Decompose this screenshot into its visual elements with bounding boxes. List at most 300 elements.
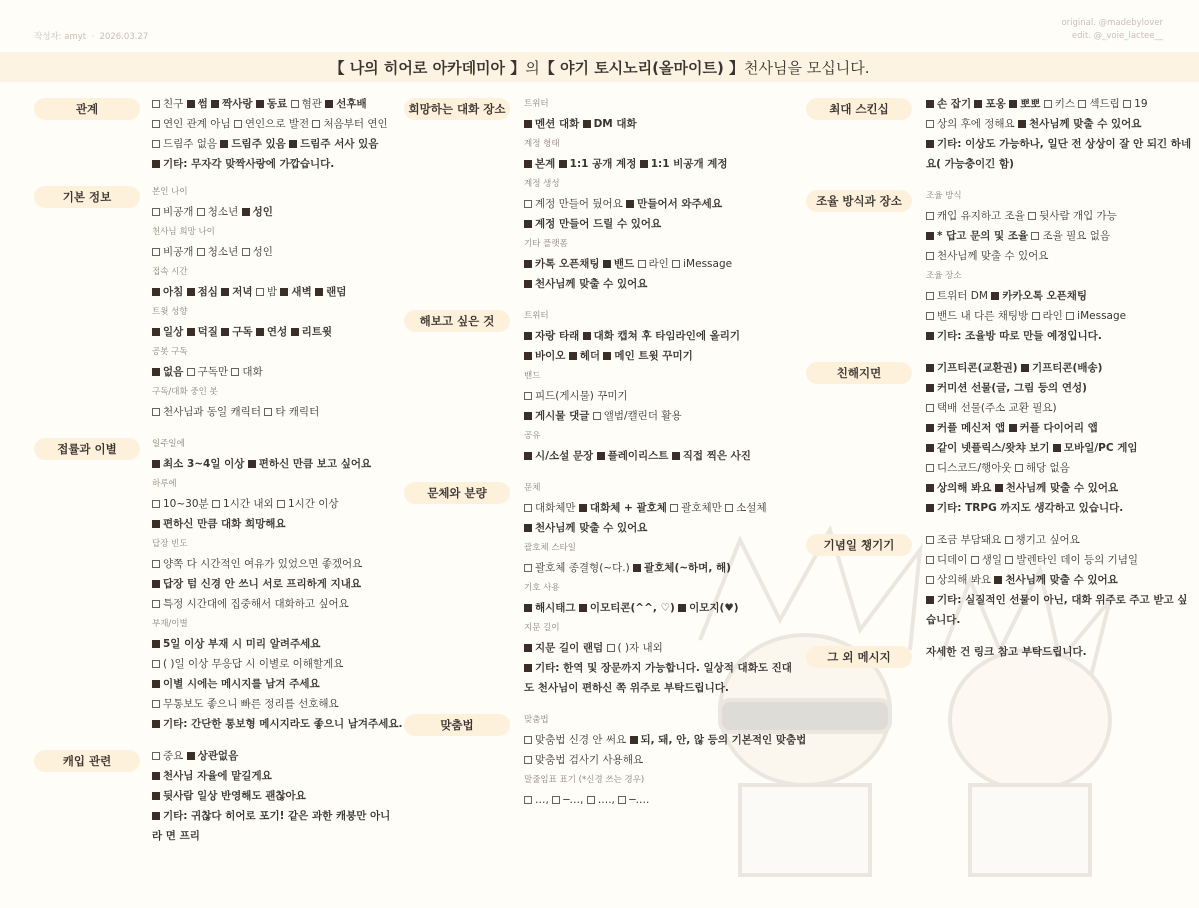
checked-box-icon: [524, 524, 532, 532]
option-label: 본계: [535, 158, 556, 170]
unchecked-option: [277, 498, 339, 510]
checked-box-icon: [315, 288, 323, 296]
option-label: 특정 시간대에 집중해서 대화하고 싶어요: [163, 598, 349, 610]
checked-box-icon: [221, 328, 229, 336]
option-label: 뒷사람 일상 반영해도 괜찮아요: [163, 790, 306, 802]
subheading: 트위터: [524, 311, 549, 321]
unchecked-option: [1066, 310, 1126, 322]
checked-option: [579, 602, 675, 614]
option-row: [524, 598, 794, 618]
option-label: 양쪽 다 시간적인 여유가 있었으면 좋겠어요: [163, 558, 363, 570]
unchecked-option: [152, 206, 193, 218]
unchecked-option: [926, 462, 1012, 474]
unchecked-option: [524, 562, 630, 574]
checked-option: [152, 810, 390, 842]
unchecked-option: [231, 366, 262, 378]
empty-box-icon: [197, 208, 205, 216]
checked-option: [583, 330, 740, 342]
option-row: [524, 114, 794, 134]
empty-box-icon: [152, 600, 160, 608]
unchecked-option: [971, 554, 1002, 566]
checked-box-icon: [991, 292, 999, 300]
checked-option: [926, 482, 991, 494]
unchecked-option: [187, 366, 228, 378]
checked-box-icon: [256, 328, 264, 336]
option-label: 기프티콘(교환권): [937, 362, 1018, 374]
checked-option: [152, 718, 402, 730]
section: [806, 358, 1196, 518]
option-label: 상의해 봐요: [937, 574, 992, 586]
option-label: ─…,: [563, 794, 584, 806]
option-label: 발렌타인 데이 등의 기념일: [1016, 554, 1139, 566]
option-label: 피드(게시물) 꾸미기: [535, 390, 628, 402]
option-label: 해시태그: [535, 602, 576, 614]
option-label: iMessage: [683, 258, 733, 270]
checked-box-icon: [583, 332, 591, 340]
section: [34, 94, 394, 174]
checked-option: [248, 458, 371, 470]
option-label: 타 캐릭터: [275, 406, 320, 418]
option-label: 기프티콘(배송): [1031, 362, 1103, 374]
option-label: 드림주 없음: [163, 138, 218, 150]
option-row: [152, 806, 394, 846]
option-label: 연성: [266, 326, 288, 338]
option-label: 디데이: [937, 554, 968, 566]
subheading: 기호 사용: [524, 583, 560, 593]
checked-option: [678, 602, 738, 614]
option-row: [926, 530, 1196, 550]
subheading: 조율 장소: [926, 271, 962, 281]
checked-box-icon: [926, 484, 934, 492]
checked-option: [524, 602, 576, 614]
message-text: 자세한 건 링크 참고 부탁드립니다.: [926, 646, 1087, 658]
unchecked-option: [524, 390, 628, 402]
empty-box-icon: [231, 368, 239, 376]
option-label: 앨범/캘린더 활용: [603, 410, 682, 422]
unchecked-option: [152, 558, 362, 570]
section: [806, 642, 1196, 662]
checked-option: [221, 326, 252, 338]
unchecked-option: [152, 598, 349, 610]
subheading: 답장 빈도: [152, 539, 188, 549]
unchecked-option: [926, 574, 991, 586]
option-label: 생일: [981, 554, 1003, 566]
option-label: 1시간 이상: [287, 498, 339, 510]
option-row: [524, 790, 794, 810]
option-label: 맞춤법 신경 안 써요: [535, 734, 627, 746]
option-row: [152, 154, 394, 174]
option-label: 랜덤: [326, 286, 347, 298]
checked-option: [926, 382, 1087, 394]
option-label: 조금 부담돼요: [937, 534, 1002, 546]
checked-option: [152, 678, 320, 690]
column-left: [34, 94, 403, 846]
option-label: 포옹: [985, 98, 1006, 110]
empty-box-icon: [672, 260, 680, 268]
unchecked-option: [638, 258, 669, 270]
unchecked-option: [524, 502, 576, 514]
unchecked-option: [152, 750, 183, 762]
section-label: 조율 방식과 장소: [806, 190, 912, 212]
empty-box-icon: [1044, 100, 1052, 108]
option-label: 섹드립: [1089, 98, 1120, 110]
option-label: 카카오톡 오픈채팅: [1002, 290, 1088, 302]
checked-box-icon: [152, 368, 160, 376]
unchecked-option: [926, 554, 967, 566]
option-row: [152, 554, 394, 574]
checked-option: [187, 98, 208, 110]
checked-box-icon: [152, 680, 160, 688]
subheading: 맞춤법: [524, 715, 549, 725]
option-label: 캐입 유지하고 조율: [937, 210, 1025, 222]
checked-option: [187, 750, 239, 762]
checked-box-icon: [524, 120, 532, 128]
checked-box-icon: [524, 644, 532, 652]
option-label: 성인: [252, 246, 273, 258]
subheading: 문체: [524, 483, 541, 493]
option-row: [926, 226, 1196, 246]
unchecked-option: [618, 794, 649, 806]
checked-box-icon: [583, 120, 591, 128]
option-label: 새벽: [291, 286, 312, 298]
unchecked-option: [552, 794, 583, 806]
option-row: [926, 498, 1196, 518]
unchecked-option: [152, 118, 231, 130]
option-label: 드림주 있음: [231, 138, 286, 150]
option-label: 밴드 내 다른 채팅방: [937, 310, 1029, 322]
option-label: ( )자 내외: [617, 642, 663, 654]
option-row: [926, 478, 1196, 498]
checked-box-icon: [678, 604, 686, 612]
checked-option: [626, 198, 722, 210]
option-label: 커플 메신저 앱: [937, 422, 1006, 434]
empty-box-icon: [242, 248, 250, 256]
subheading: 구독/대화 중인 봇: [152, 387, 218, 397]
empty-box-icon: [152, 120, 160, 128]
option-label: 커미션 선물(글, 그림 등의 연성): [937, 382, 1087, 394]
option-label: 선후배: [336, 98, 367, 110]
option-label: 헤더: [579, 350, 601, 362]
option-row: [152, 402, 394, 422]
checked-option: [152, 518, 286, 530]
option-label: 이별 시에는 메시지를 남겨 주세요: [163, 678, 320, 690]
subheading: 밴드: [524, 371, 541, 381]
option-label: 같이 넷플릭스/왓챠 보기: [937, 442, 1050, 454]
empty-box-icon: [1005, 556, 1013, 564]
unchecked-option: [1005, 554, 1138, 566]
option-row: [926, 590, 1196, 630]
unchecked-option: [1044, 98, 1075, 110]
option-label: 아침: [163, 286, 184, 298]
option-label: iMessage: [1077, 310, 1127, 322]
option-label: 최소 3~4일 이상: [163, 458, 245, 470]
checked-option: [603, 258, 634, 270]
checked-option: [524, 642, 603, 654]
section-label: 문체와 분량: [404, 482, 510, 504]
empty-box-icon: [1078, 100, 1086, 108]
option-label: 밤: [266, 286, 278, 298]
option-row: [152, 574, 394, 594]
column-right: [806, 94, 1196, 662]
option-row: [152, 714, 403, 734]
option-label: 멘션 대화: [535, 118, 580, 130]
option-row: [152, 766, 394, 786]
checked-box-icon: [152, 812, 160, 820]
checked-option: [152, 770, 272, 782]
checked-box-icon: [248, 460, 256, 468]
subheading: 천사님 희망 나이: [152, 227, 215, 237]
option-row: [152, 114, 394, 134]
empty-box-icon: [524, 796, 532, 804]
section-label: 접률과 이별: [34, 438, 140, 460]
checked-option: [1053, 442, 1138, 454]
option-row: [524, 386, 794, 406]
option-label: 중요: [163, 750, 184, 762]
empty-box-icon: [926, 312, 934, 320]
unchecked-option: [926, 250, 1048, 262]
checked-option: [242, 206, 273, 218]
checked-box-icon: [579, 504, 587, 512]
option-label: 동료: [266, 98, 288, 110]
unchecked-option: [1031, 230, 1110, 242]
subheading: 트윗 성향: [152, 307, 188, 317]
empty-box-icon: [926, 464, 934, 472]
unchecked-option: [1032, 310, 1063, 322]
option-label: 뽀뽀: [1020, 98, 1041, 110]
section-label: 친해지면: [806, 362, 912, 384]
empty-box-icon: [152, 248, 160, 256]
checked-option: [633, 562, 731, 574]
option-row: [926, 378, 1196, 398]
checked-box-icon: [152, 520, 160, 528]
empty-box-icon: [593, 412, 601, 420]
checked-option: [1009, 98, 1040, 110]
option-label: 기타: 실질적인 선물이 아닌, 대화 위주로 주고 받고 싶습니다.: [926, 594, 1188, 626]
option-label: 소설체: [736, 502, 767, 514]
subheading: 조율 방식: [926, 191, 962, 201]
banner-tail: 천사님을 모십니다.: [744, 58, 870, 77]
column-middle: [404, 94, 807, 810]
empty-box-icon: [524, 392, 532, 400]
option-label: 지문 길이 랜덤: [535, 642, 604, 654]
checked-box-icon: [926, 384, 934, 392]
checked-box-icon: [926, 596, 934, 604]
subheading: 기타 플랫폼: [524, 239, 568, 249]
checked-box-icon: [926, 504, 934, 512]
empty-box-icon: [524, 564, 532, 572]
option-row: [926, 286, 1196, 306]
unchecked-option: [926, 210, 1025, 222]
option-label: 만들어서 와주세요: [637, 198, 722, 210]
empty-box-icon: [152, 560, 160, 568]
option-label: 친구: [163, 98, 184, 110]
checked-option: [524, 278, 647, 290]
checked-option: [187, 326, 218, 338]
option-label: 키스: [1054, 98, 1076, 110]
option-label: 이모지(♥): [689, 602, 739, 614]
subheading: 일주일에: [152, 439, 185, 449]
option-row: [152, 514, 394, 534]
checked-box-icon: [524, 604, 532, 612]
section-label: 맞춤법: [404, 714, 510, 736]
checked-option: [152, 326, 183, 338]
unchecked-option: [926, 534, 1001, 546]
checked-box-icon: [221, 288, 229, 296]
option-label: 1:1 공개 계정: [569, 158, 637, 170]
section-label: 캐입 관련: [34, 750, 140, 772]
option-label: 대화: [242, 366, 263, 378]
checked-option: [926, 98, 971, 110]
option-label: 구독만: [197, 366, 229, 378]
section: [404, 306, 794, 466]
empty-box-icon: [152, 700, 160, 708]
subheading: 계정 생성: [524, 179, 560, 189]
checked-option: [1009, 422, 1098, 434]
option-row: [524, 214, 794, 234]
subheading: 접속 시간: [152, 267, 188, 277]
option-row: [152, 322, 394, 342]
option-row: [152, 202, 394, 222]
checked-option: [926, 330, 1102, 342]
checked-option: [152, 286, 183, 298]
checked-option: [152, 790, 306, 802]
unchecked-option: [152, 658, 343, 670]
empty-box-icon: [926, 576, 934, 584]
option-label: 기타: 조율방 따로 만들 예정입니다.: [937, 330, 1102, 342]
checked-box-icon: [524, 352, 532, 360]
checked-option: [291, 326, 332, 338]
option-row: [524, 446, 794, 466]
option-row: [152, 94, 394, 114]
subheading: 트위터: [524, 99, 549, 109]
checked-box-icon: [524, 280, 532, 288]
subheading: 공유: [524, 431, 541, 441]
checked-box-icon: [1009, 100, 1017, 108]
checked-box-icon: [672, 452, 680, 460]
empty-box-icon: [926, 404, 934, 412]
unchecked-option: [152, 138, 217, 150]
option-label: 모바일/PC 게임: [1063, 442, 1138, 454]
subheading: 공봇 구독: [152, 347, 188, 357]
option-label: 드림주 서사 있음: [300, 138, 379, 150]
checked-option: [221, 286, 252, 298]
option-row: [524, 498, 794, 518]
unchecked-option: [312, 118, 387, 130]
checked-option: [152, 158, 334, 170]
checked-option: [524, 522, 647, 534]
option-label: 뒷사람 개입 가능: [1039, 210, 1117, 222]
checked-option: [991, 290, 1087, 302]
option-label: 1:1 비공개 계정: [650, 158, 728, 170]
unchecked-option: [1005, 534, 1080, 546]
checked-box-icon: [633, 564, 641, 572]
checked-option: [152, 458, 244, 470]
option-label: 밴드: [613, 258, 635, 270]
checked-box-icon: [626, 200, 634, 208]
empty-box-icon: [234, 120, 242, 128]
banner-particle: 의: [525, 58, 540, 77]
unchecked-option: [524, 754, 643, 766]
option-row: [152, 634, 394, 654]
empty-box-icon: [277, 500, 285, 508]
banner-series: 【 나의 히어로 아카데미아 】: [329, 58, 526, 77]
option-row: [524, 558, 794, 578]
checked-box-icon: [152, 160, 160, 168]
empty-box-icon: [524, 504, 532, 512]
option-label: 리트윗: [301, 326, 332, 338]
checked-option: [524, 118, 579, 130]
section: [34, 182, 394, 422]
option-row: [926, 134, 1196, 174]
option-row: [524, 750, 794, 770]
empty-box-icon: [197, 248, 205, 256]
option-label: ( )일 이상 무응답 시 이별로 이해할게요: [163, 658, 344, 670]
unchecked-option: [256, 286, 277, 298]
option-row: [524, 326, 794, 346]
option-label: 청소년: [207, 206, 239, 218]
checked-box-icon: [152, 772, 160, 780]
empty-box-icon: [926, 252, 934, 260]
empty-box-icon: [725, 504, 733, 512]
option-label: 플레이리스트: [607, 450, 669, 462]
option-label: ─….: [629, 794, 650, 806]
checked-box-icon: [926, 332, 934, 340]
option-label: 연인으로 발전: [244, 118, 310, 130]
option-row: [524, 274, 794, 294]
option-label: 메인 트윗 꾸미기: [614, 350, 693, 362]
checked-option: [187, 286, 218, 298]
checked-box-icon: [1021, 364, 1029, 372]
checked-option: [256, 98, 287, 110]
checked-box-icon: [1009, 424, 1017, 432]
checked-box-icon: [559, 160, 567, 168]
empty-box-icon: [264, 408, 272, 416]
checked-option: [325, 98, 366, 110]
option-row: [524, 346, 794, 366]
checked-option: [289, 138, 378, 150]
option-row: [152, 594, 394, 614]
checked-option: [524, 410, 589, 422]
option-row: [926, 306, 1196, 326]
checked-box-icon: [256, 100, 264, 108]
checked-option: [256, 326, 287, 338]
checked-box-icon: [579, 604, 587, 612]
empty-box-icon: [587, 796, 595, 804]
subheading: 부재/이별: [152, 619, 188, 629]
option-label: 디스코드/행아웃: [937, 462, 1012, 474]
option-row: [524, 638, 794, 658]
option-row: [152, 694, 394, 714]
checked-box-icon: [640, 160, 648, 168]
section: [34, 746, 394, 846]
empty-box-icon: [618, 796, 626, 804]
checked-option: [211, 98, 252, 110]
checked-box-icon: [152, 328, 160, 336]
checked-option: [1018, 118, 1141, 130]
option-label: 대화체 + 괄호체: [589, 502, 667, 514]
option-label: 이모티콘(^^, ♡): [589, 602, 675, 614]
checked-box-icon: [242, 208, 250, 216]
empty-box-icon: [926, 120, 934, 128]
checked-box-icon: [524, 160, 532, 168]
option-label: 계정 만들어 뒀어요: [535, 198, 623, 210]
checked-option: [926, 442, 1050, 454]
empty-box-icon: [152, 660, 160, 668]
checked-box-icon: [220, 140, 228, 148]
unchecked-option: [1028, 210, 1117, 222]
checked-option: [974, 98, 1005, 110]
option-row: [152, 454, 394, 474]
